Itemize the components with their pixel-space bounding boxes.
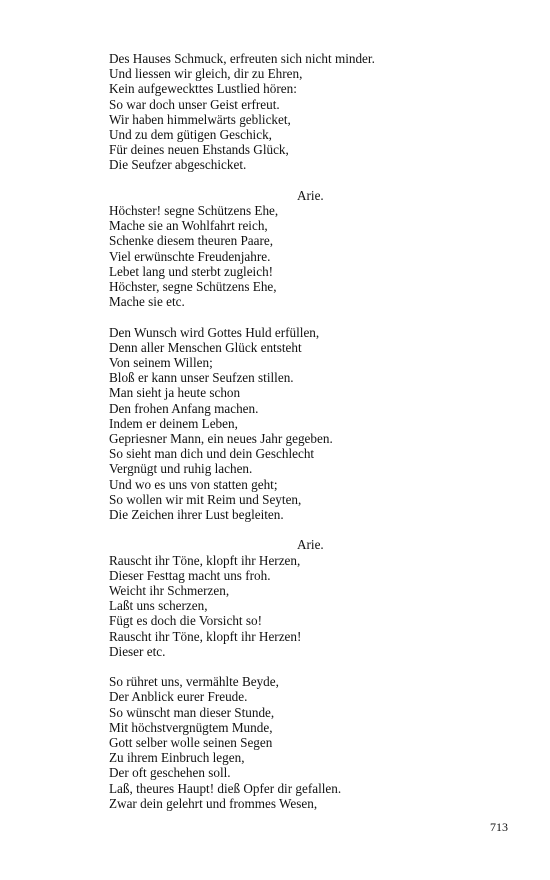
verse-line: So sieht man dich und dein Geschlecht	[109, 446, 315, 462]
verse-line: So wünscht man dieser Stunde,	[109, 704, 275, 720]
poem-text	[109, 51, 469, 826]
verse-line: Rauscht ihr Töne, klopft ihr Herzen!	[109, 628, 302, 644]
verse-line: Laßt uns scherzen,	[109, 598, 208, 614]
stanza	[109, 325, 469, 523]
stanza	[109, 537, 469, 659]
verse-line: Gepriesner Mann, ein neues Jahr gegeben.	[109, 431, 333, 447]
stanza	[109, 51, 469, 173]
verse-line: Wir haben himmelwärts geblicket,	[109, 111, 291, 127]
verse-line: Höchster, segne Schützens Ehe,	[109, 279, 277, 295]
verse-line: Die Seufzer abgeschicket.	[109, 157, 247, 173]
verse-line: Den Wunsch wird Gottes Huld erfüllen,	[109, 324, 320, 340]
verse-line: Höchster! segne Schützens Ehe,	[109, 203, 279, 219]
verse-line: Bloß er kann unser Seufzen stillen.	[109, 370, 294, 386]
verse-line: Rauscht ihr Töne, klopft ihr Herzen,	[109, 552, 301, 568]
verse-line: Zwar dein gelehrt und frommes Wesen,	[109, 795, 318, 811]
verse-line: Lebet lang und sterbt zugleich!	[109, 263, 274, 279]
verse-line: Dieser Festtag macht uns froh.	[109, 567, 271, 583]
verse-line: Indem er deinem Leben,	[109, 415, 238, 431]
stanza	[109, 674, 469, 811]
verse-line: Der Anblick eurer Freude.	[109, 689, 248, 705]
aria-heading: Arie.	[297, 187, 324, 203]
verse-line: Vergnügt und ruhig lachen.	[109, 461, 253, 477]
verse-line: Des Hauses Schmuck, erfreuten sich nicht minder.	[109, 51, 375, 66]
verse-line: Denn aller Menschen Glück entsteht	[109, 339, 302, 355]
verse-line: Und wo es uns von statten geht;	[109, 476, 278, 492]
verse-line: Weicht ihr Schmerzen,	[109, 583, 230, 599]
verse-line: So rühret uns, vermählte Beyde,	[109, 674, 279, 690]
verse-line: Mache sie etc.	[109, 294, 185, 310]
verse-line: Fügt es doch die Vorsicht so!	[109, 613, 262, 629]
verse-line: Den frohen Anfang machen.	[109, 400, 259, 416]
verse-line: Zu ihrem Einbruch legen,	[109, 750, 245, 766]
verse-line: Gott selber wolle seinen Segen	[109, 735, 273, 751]
verse-line: Schenke diesem theuren Paare,	[109, 233, 274, 249]
verse-line: Von seinem Willen;	[109, 355, 213, 371]
verse-line: Die Zeichen ihrer Lust begleiten.	[109, 507, 284, 523]
verse-line: Und liessen wir gleich, dir zu Ehren,	[109, 66, 303, 82]
verse-line: Kein aufgeweckttes Lustlied hören:	[109, 81, 297, 97]
page-number: 713	[490, 820, 508, 834]
verse-line: Mit höchstvergnügtem Munde,	[109, 719, 273, 735]
aria-heading: Arie.	[297, 537, 324, 553]
verse-line: Der oft geschehen soll.	[109, 765, 231, 781]
verse-line: Dieser etc.	[109, 643, 166, 659]
verse-line: Für deines neuen Ehstands Glück,	[109, 142, 289, 158]
verse-line: So war doch unser Geist erfreut.	[109, 96, 280, 112]
verse-line: Viel erwünschte Freudenjahre.	[109, 248, 271, 264]
verse-line: Man sieht ja heute schon	[109, 385, 241, 401]
verse-line: Mache sie an Wohlfahrt reich,	[109, 218, 268, 234]
verse-line: Und zu dem gütigen Geschick,	[109, 127, 272, 143]
verse-line: So wollen wir mit Reim und Seyten,	[109, 491, 302, 507]
stanza	[109, 188, 469, 310]
verse-line: Laß, theures Haupt! dieß Opfer dir gefallen.	[109, 780, 342, 796]
